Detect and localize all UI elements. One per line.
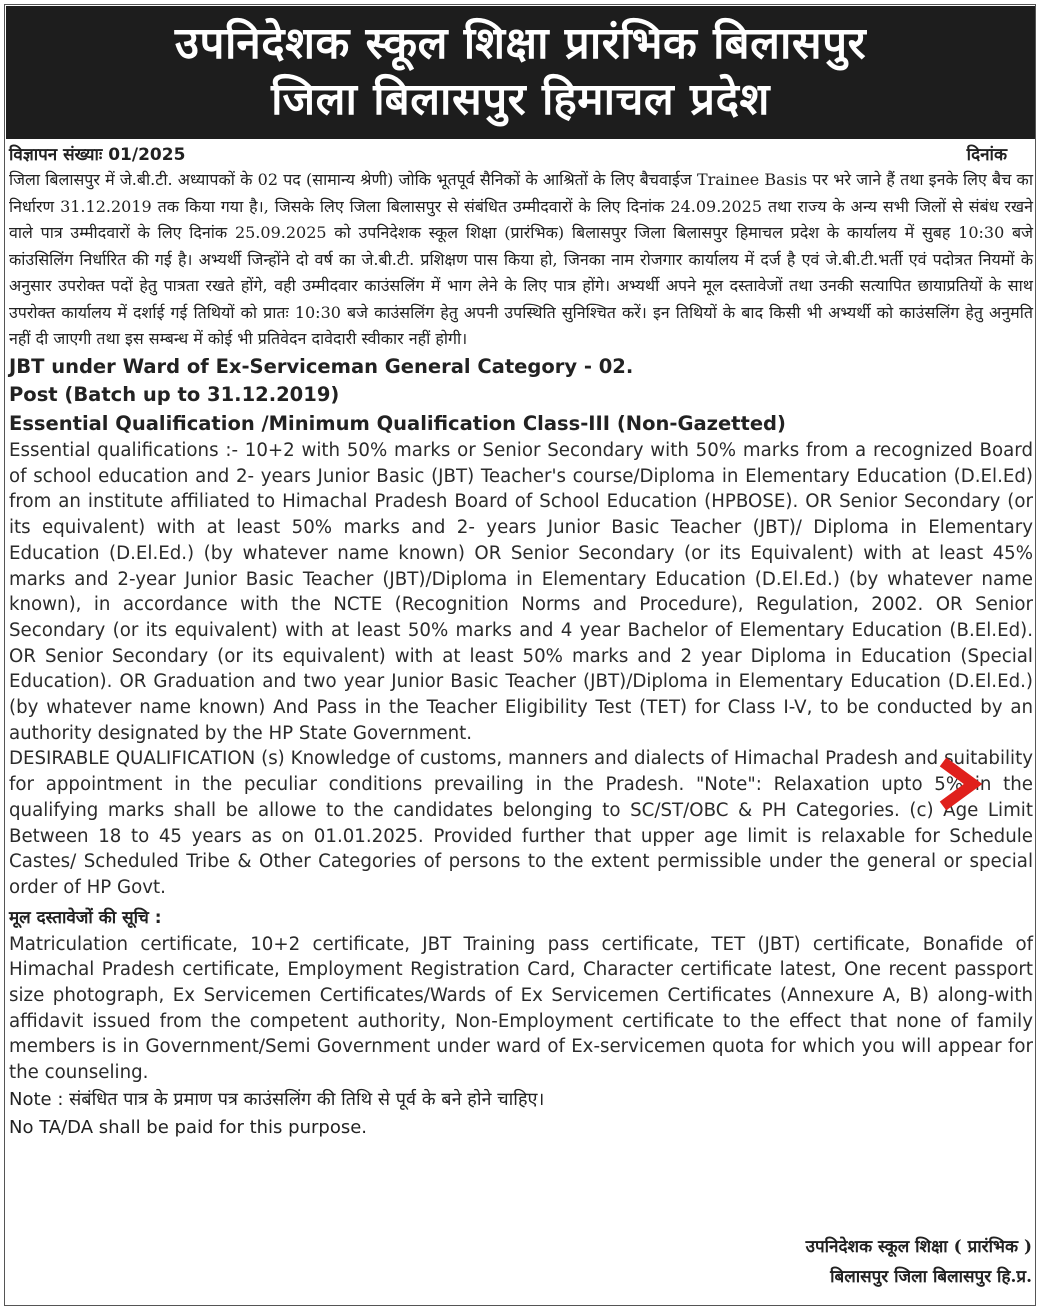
notice-meta-row xyxy=(9,143,1033,167)
essential-qualifications: Essential qualifications :- 10+2 with 50% marks or Senior Secondary with 50% marks from a recognized Board of school education and 2- years Junior Basic (JBT) Teacher's course/Diploma in Elementary Education (D.El.Ed) from an institute affiliated to Himachal Pradesh Board of School Education (HPBOSE). OR Senior Secondary (or its equivalent) with at least 50% marks and 2- years Junior Basic Teacher (JBT)/ Diploma in Elementary Education (D.El.Ed.) (by whatever name known) OR Senior Secondary (or its Equivalent) with at least 45% marks and 2-year Junior Basic Teacher (JBT)/Diploma in Elementary Education (D.El.Ed.) (by whatever name known), in accordance with the NCTE (Recognition Norms and Procedure), Regulation, 2002. OR Senior Secondary (or its equivalent) with at least 50% marks and 4 year Bachelor of Elementary Education (B.El.Ed). OR Senior Secondary (or its equivalent) with at least 50% marks and 2 year Diploma in Education (Special Education). OR Graduation and two year Junior Basic Teacher (JBT)/Diploma in Elementary Education (D.El.Ed.) (by whatever name known) And Pass in the Teacher Eligibility Test (TET) for Class I-V, to be conducted by an authority designated by the HP State Government. xyxy=(9,440,1033,744)
chevron-right-icon[interactable] xyxy=(931,752,987,816)
notice-body xyxy=(9,143,1033,1142)
post-heading: JBT under Ward of Ex-Serviceman General Category - 02. xyxy=(9,354,634,378)
header-title-line2: जिला बिलासपुर हिमाचल प्रदेश xyxy=(271,74,770,125)
desirable-qualifications: DESIRABLE QUALIFICATION (s) Knowledge of customs, manners and dialects of Himachal Pradesh and suitability for appointment in the peculiar conditions prevailing in the Pradesh. "Note": Relaxation upto 5% in the qualifying marks shall be allowe to the candidates belonging to SC/ST/OBC & PH Categories. (c) Age Limit Between 18 to 45 years as on 01.01.2025. Provided further that upper age limit is relaxable for Schedule Castes/ Scheduled Tribe & Other Categories of persons to the extent permissible under the general or special order of HP Govt. xyxy=(9,748,1033,898)
hindi-paragraph: जिला बिलासपुर में जे.बी.टी. अध्यापकों के 02 पद (सामान्य श्रेणी) जोकि भूतपूर्व सैनिकों के आश्रितों के लिए बैचवाईज Trainee Basis पर भरे जाने हैं तथा इनके लिए बैच का निर्धारण 31.12.2019 तक किया गया है।, जिसके लिए जिला बिलासपुर से संबंधित उम्मीदवारों के लिए दिनांक 24.09.2025 तथा राज्य के अन्य सभी जिलों से संबंध रखने वाले पात्र उम्मीदवारों के लिए दिनांक 25.09.2025 को उपनिदेशक स्कूल शिक्षा (प्रारंभिक) बिलासपुर जिला बिलासपुर हिमाचल प्रदेश के कार्यालय में सुबह 10:30 बजे कांउसिलिंग निर्धारित की गई है। अभ्यर्थी जिन्होंने दो वर्ष का जे.बी.टी. प्रशिक्षण पास किया हो, जिनका नाम रोजगार कार्यालय में दर्ज है एवं जे.बी.टी.भर्ती एवं पदोत्रत नियमों के अनुसार उपरोक्त पदों हेतु पात्रता रखते होंगे, वही उम्मीदवार काउंसलिंग में भाग लेने के लिए पात्र होंगे। अभ्यर्थी अपने मूल दस्तावेजों तथा उनकी सत्यापित छायाप्रतियों के साथ उपरोक्त कार्यालय में दर्शाई गई तिथियों को प्रातः 10:30 बजे काउंसलिंग हेतु अपनी उपस्थिति सुनिश्चित करें। इन तिथियों के बाद किसी भी अभ्यर्थी को काउंसलिंग हेतु अनुमति नहीं दी जाएगी तथा इस सम्बन्ध में कोई भी प्रतिवेदन दावेदारी स्वीकार नहीं होगी। xyxy=(9,170,1033,348)
signature-block xyxy=(806,1232,1032,1292)
qualification-heading: Essential Qualification /Minimum Qualification Class-III (Non-Gazetted) xyxy=(9,411,786,435)
batch-heading: Post (Batch up to 31.12.2019) xyxy=(9,383,340,406)
documents-heading: मूल दस्तावेजों की सूचि : xyxy=(9,907,162,928)
header-title-line1: उपनिदेशक स्कूल शिक्षा प्रारंभिक बिलासपुर xyxy=(174,18,867,69)
notice-header xyxy=(6,6,1035,139)
documents-list: Matriculation certificate, 10+2 certificate, JBT Training pass certificate, TET (JBT) certificate, Bonafide of Himachal Pradesh certificate, Employment Registration Card, Character certificate latest, One recent passport size photograph, Ex Servicemen Certificates/Wards of Ex Servicemen Certificates (Annexure A, B) along-with affidavit issued from the competent authority, Non-Employment certificate to the effect that none of family members is in Government/Semi Government under ward of Ex-servicemen quota for which you will appear for the counseling. xyxy=(9,933,1033,1084)
signature-line1: उपनिदेशक स्कूल शिक्षा ( प्रारंभिक ) xyxy=(805,1237,1032,1257)
note-text: Note : संबंधित पात्र के प्रमाण पत्र काउंसलिंग की तिथि से पूर्व के बने होने चाहिए। xyxy=(9,1088,545,1110)
advertisement-number: विज्ञापन संख्याः 01/2025 xyxy=(9,145,186,165)
date-label: दिनांक xyxy=(966,145,1007,165)
tada-text: No TA/DA shall be paid for this purpose. xyxy=(9,1116,368,1138)
signature-line2: बिलासपुर जिला बिलासपुर हि.प्र. xyxy=(830,1267,1032,1287)
